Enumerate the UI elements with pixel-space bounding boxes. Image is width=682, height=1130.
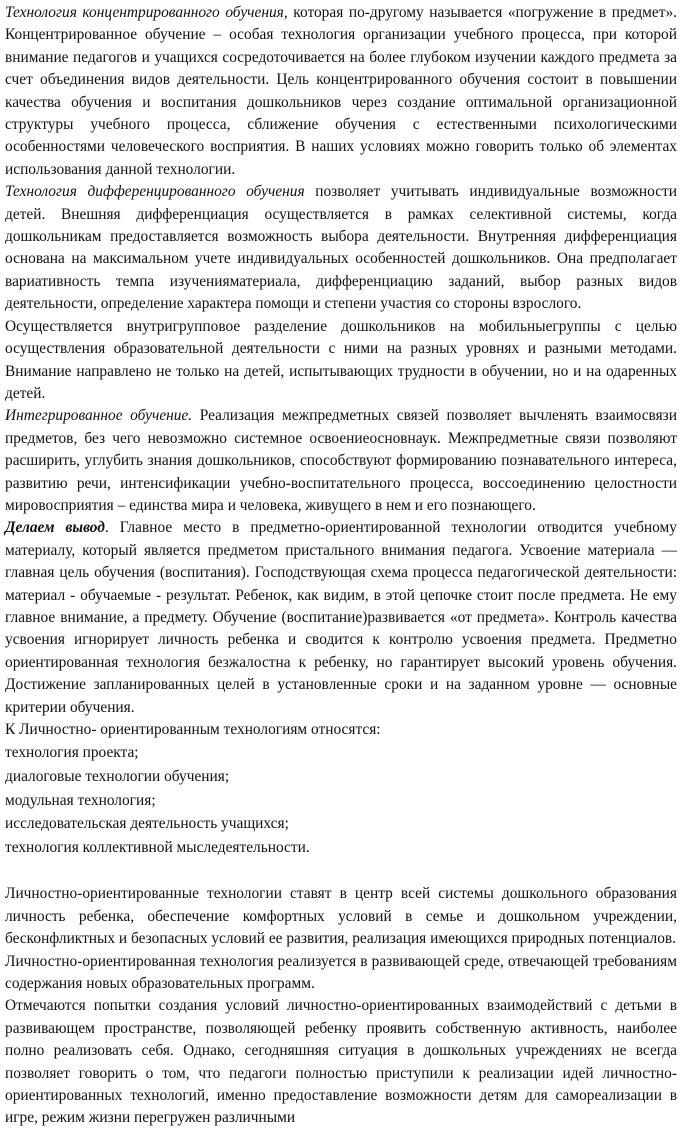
paragraph-interaction-attempts: Отмечаются попытки создания условий личностно-ориентированных взаимодействий с детьми в развивающем пространстве, позволяющей ребенку проявить собственную активность, наиболее полно реализовать себя. Однако, сегодняшняя ситуация в дошкольных учреждениях не всегда позволяет говорить о том, что педагоги полностью приступили к реализации идей личностно-ориентированных технологий, именно предоставление возможности детям для самореализации в игре, режим жизни перегружен различными [5,997,677,1127]
list-item: исследовательская деятельность учащихся; [5,815,289,833]
list-item: технология проекта; [5,744,139,762]
term-conclusion: Делаем вывод [5,519,105,537]
technology-list [5,741,677,859]
paragraph-differentiated-learning: Технология дифференцированного обучения позволяет учитывать индивидуальные возможности детей. Внешняя дифференциация осуществляется в рамках селективной системы, когда дошкольникам предоставляется возможность выбора деятельности. Внутренняя дифференциация основана на максимальном учете индивидуальных особенностей дошкольников. Она предполагает вариативность темпа изученияматериала, дифференциацию заданий, выбор разных видов деятельности, определение характера помощи и степени участия со стороны взрослого. [5,183,677,313]
term-integrated-learning: Интегрированное обучение. [5,407,193,425]
paragraph-person-oriented: Личностно-ориентированные технологии ставят в центр всей системы дошкольного образования личность ребенка, обеспечение комфортных условий в семье и дошкольном учреждении, бесконфликтных и безопасных условий ее развития, реализация имеющихся природных потенциалов. [5,885,677,948]
paragraph-concentrated-learning: Технология концентрированного обучения, которая по-другому называется «погружение в предмет». Концентрированное обучение – особая технология организации учебного процесса, при которой внимание педагогов и учащихся сосредоточивается на более глубоком изучении каждого предмета за счет объединения видов деятельности. Цель концентрированного обучения состоит в повышении качества обучения и воспитания дошкольников через создание оптимальной организационной структуры учебного процесса, сближение обучения с естественными психологическими особенностями человеческого восприятия. В наших условиях можно говорить только об элементах использования данной технологии. [5,4,677,178]
term-differentiated-learning: Технология дифференцированного обучения [5,183,305,201]
paragraph-developing-environment: Личностно-ориентированная технология реализуется в развивающей среде, отвечающей требованиям содержания новых образовательных программ. [5,952,677,992]
list-item: технология коллективной мыследеятельности. [5,838,310,856]
term-concentrated-learning: Технология концентрированного обучения [5,4,284,21]
paragraph-intragroup-division: Осуществляется внутригрупповое разделение дошкольников на мобильныегруппы с целью осуществления образовательной деятельности с ними на разных уровнях и разными методами. Внимание направлено не только на детей, испытывающих трудности в обучении, но и на одаренных детей. [5,317,677,402]
blank-line [5,859,677,883]
list-heading: К Личностно- ориентированным технологиям относятся: [5,721,381,738]
paragraph-conclusion: Делаем вывод. Главное место в предметно-ориентированной технологии отводится учебному материалу, который является предметом пристального внимания педагога. Усвоение материала — главная цель обучения (воспитания). Господствующая схема процесса педагогической деятельности: материал - обучаемые - результат. Ребенок, как видим, в этой цепочке стоит после предмета. Не ему главное внимание, а предмету. Обучение (воспитание)развивается «от предмета». Контроль качества усвоения игнорирует личность ребенка и сводится к контролю усвоения предмета. Предметно ориентированная технология безжалостна к ребенку, но гарантирует высокий уровень обучения. Достижение запланированных целей в установленные сроки и на заданном уровне — основные критерии обучения. [5,519,677,716]
list-item: диалоговые технологии обучения; [5,768,230,785]
paragraph-integrated-learning: Интегрированное обучение. Реализация межпредметных связей позволяет вычленять взаимосвязи предметов, без чего невозможно системное освоениеосновнаук. Межпредметные связи позволяют расширить, углубить знания дошкольников, способствуют формированию познавательного интереса, развитию речи, интенсификации учебно-воспитательного процесса, воссоединению целостности мировосприятия – единства мира и человека, живущего в нем и его познающего. [5,407,677,514]
list-item: модульная технология; [5,791,156,809]
